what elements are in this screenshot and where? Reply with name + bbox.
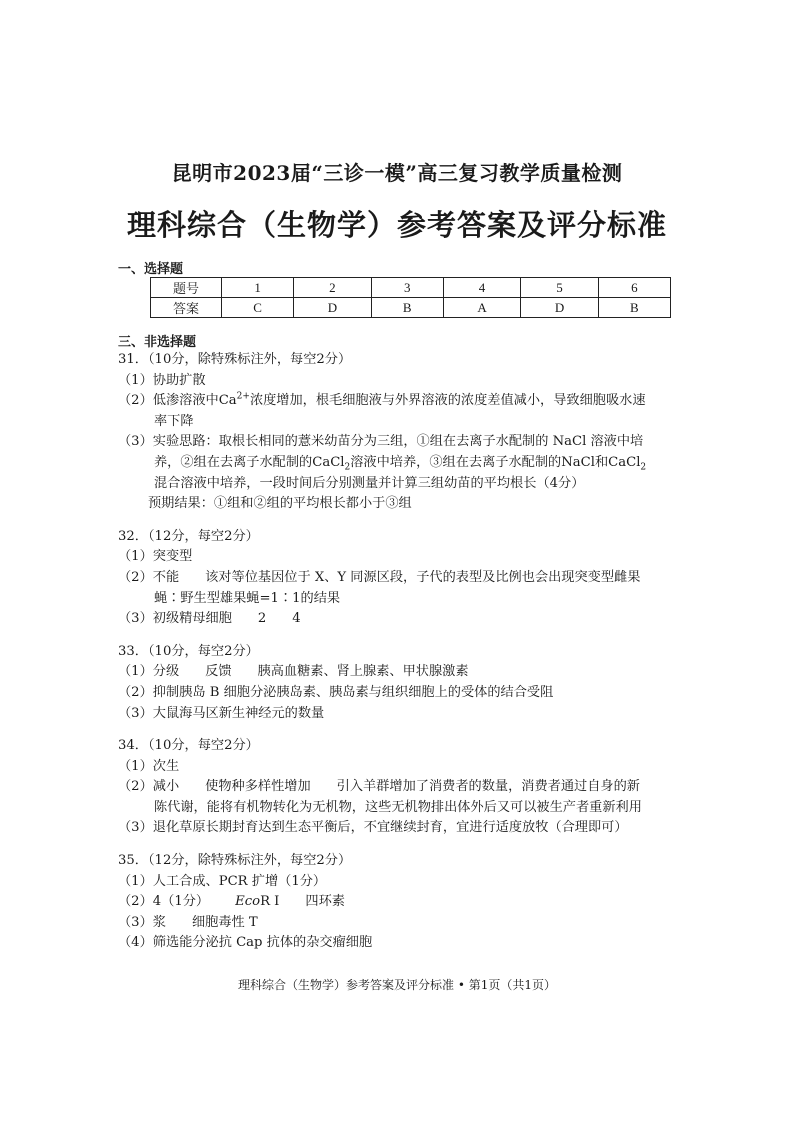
q33-answer-1 <box>118 662 678 683</box>
answer-cell: D <box>294 298 372 318</box>
q35-answer-4: （4）筛选能分泌抗 Cap 抗体的杂交瘤细胞 <box>118 935 373 951</box>
q31-answer-3-line-2 <box>118 453 678 474</box>
question-number: 3 <box>371 278 443 298</box>
answer-row <box>151 298 671 318</box>
answers-body <box>118 350 678 954</box>
q33-answer-3: （3）大鼠海马区新生神经元的数量 <box>118 705 325 721</box>
q35-a2-lead: （2）4（1分） <box>118 894 210 910</box>
answer-table <box>150 277 671 318</box>
answer-key-title: 理科综合（生物学）参考答案及评分标准 <box>126 208 667 242</box>
q31-a2-text-cont: 浓度增加，根毛细胞液与外界溶液的浓度差值减小，导致细胞吸水速 <box>249 393 646 409</box>
q34-a2-lead: （2）减小 <box>118 779 180 795</box>
q31-heading: 31．（10分，除特殊标注外，每空2分） <box>118 352 352 367</box>
exam-title: 昆明市2023届“三诊一模”高三复习教学质量检测 <box>171 161 623 185</box>
q35-a2-enzyme-rest: R Ⅰ <box>260 894 280 910</box>
question-number: 5 <box>521 278 599 298</box>
row-label-answer: 答案 <box>151 298 222 318</box>
q32-answer-3 <box>118 609 678 630</box>
question-number: 1 <box>222 278 294 298</box>
q35-answer-3 <box>118 913 678 934</box>
q32-a3-value-1: 2 <box>257 611 267 627</box>
q32-a2-lead: （2）不能 <box>118 569 180 585</box>
q31-a3-l2-text-mid: 溶液中培养，③组在去离子水配制的NaCl和CaCl <box>350 454 641 470</box>
q33-a1-lead: （1）分级 <box>118 664 180 680</box>
q33-a1-value-2: 胰高血糖素、肾上腺素、甲状腺激素 <box>257 664 469 680</box>
q31-a2-superscript: 2+ <box>236 391 250 402</box>
q34-heading: 34．（10分，每空2分） <box>118 738 259 754</box>
q35-answer-1: （1）人工合成、PCR 扩增（1分） <box>118 873 327 889</box>
q31-answer-1: （1）协助扩散 <box>118 372 206 388</box>
q31-a3-l2-text: 养，②组在去离子水配制的CaCl <box>154 454 345 470</box>
q32-answer-2-continuation: 蝇∶野生型雄果蝇=1∶1的结果 <box>154 590 341 606</box>
q33-heading: 33．（10分，每空2分） <box>118 643 259 659</box>
section-non-choice-label: 三、非选择题 <box>118 335 197 350</box>
q35-heading: 35．（12分，除特殊标注外，每空2分） <box>118 853 352 869</box>
q35-a2-enzyme-italic: Eco <box>235 894 261 910</box>
q31-a3-subscript: 2 <box>344 462 351 473</box>
q33-answer-2: （2）抑制胰岛 B 细胞分泌胰岛素、胰岛素与组织细胞上的受体的结合受阻 <box>118 684 554 700</box>
q34-answer-1: （1）次生 <box>118 758 180 774</box>
q34-answer-2 <box>118 777 678 798</box>
q32-answer-2 <box>118 568 678 589</box>
question-number: 4 <box>443 278 521 298</box>
q32-heading: 32．（12分，每空2分） <box>118 528 259 544</box>
question-number: 6 <box>598 278 670 298</box>
q35-a3-lead: （3）浆 <box>118 914 166 930</box>
q34-answer-2-continuation: 陈代谢，能将有机物转化为无机物，这些无机物排出体外后又可以被生产者重新利用 <box>154 799 642 815</box>
q34-answer-3: （3）退化草原长期封育达到生态平衡后，不宜继续封育，宜进行适度放牧（合理即可） <box>118 820 628 836</box>
q32-a3-lead: （3）初级精母细胞 <box>118 611 232 627</box>
answer-cell: B <box>598 298 670 318</box>
q31-answer-3-line-3: 混合溶液中培养，一段时间后分别测量并计算三组幼苗的平均根长（4分） <box>154 475 585 491</box>
row-label-number: 题号 <box>151 278 222 298</box>
page-footer: 理科综合（生物学）参考答案及评分标准 • 第1页（共1页） <box>238 978 556 992</box>
q33-a1-value-1: 反馈 <box>205 664 232 680</box>
question-number: 2 <box>294 278 372 298</box>
q35-a3-value-1: 细胞毒性 T <box>191 914 258 930</box>
q31-answer-2-continuation: 率下降 <box>154 413 194 429</box>
q31-expected-result: 预期结果：①组和②组的平均根长都小于③组 <box>148 496 412 512</box>
q35-answer-2 <box>118 892 678 913</box>
answer-cell: B <box>371 298 443 318</box>
q32-answer-1: （1）突变型 <box>118 549 193 565</box>
answer-cell: C <box>222 298 294 318</box>
q34-a2-value-1: 使物种多样性增加 <box>205 779 311 795</box>
q31-answer-3-line-1: （3）实验思路：取根长相同的薏米幼苗分为三组，①组在去离子水配制的 NaCl 溶液中培 <box>118 434 644 450</box>
q35-a2-value-2: 四环素 <box>305 894 345 910</box>
q31-a2-text: （2）低渗溶液中Ca <box>118 393 237 409</box>
q34-a2-value-2: 引入羊群增加了消费者的数量，消费者通过自身的新 <box>336 779 640 795</box>
answer-cell: D <box>521 298 599 318</box>
q31-answer-2 <box>118 391 678 412</box>
q32-a2-text: 该对等位基因位于 X、Y 同源区段，子代的表型及比例也会出现突变型雌果 <box>205 569 641 585</box>
section-multiple-choice-label: 一、选择题 <box>118 262 184 277</box>
answer-cell: A <box>443 298 521 318</box>
q31-a3-subscript: 2 <box>640 462 647 473</box>
q32-a3-value-2: 4 <box>292 611 301 627</box>
question-number-row <box>151 278 671 298</box>
